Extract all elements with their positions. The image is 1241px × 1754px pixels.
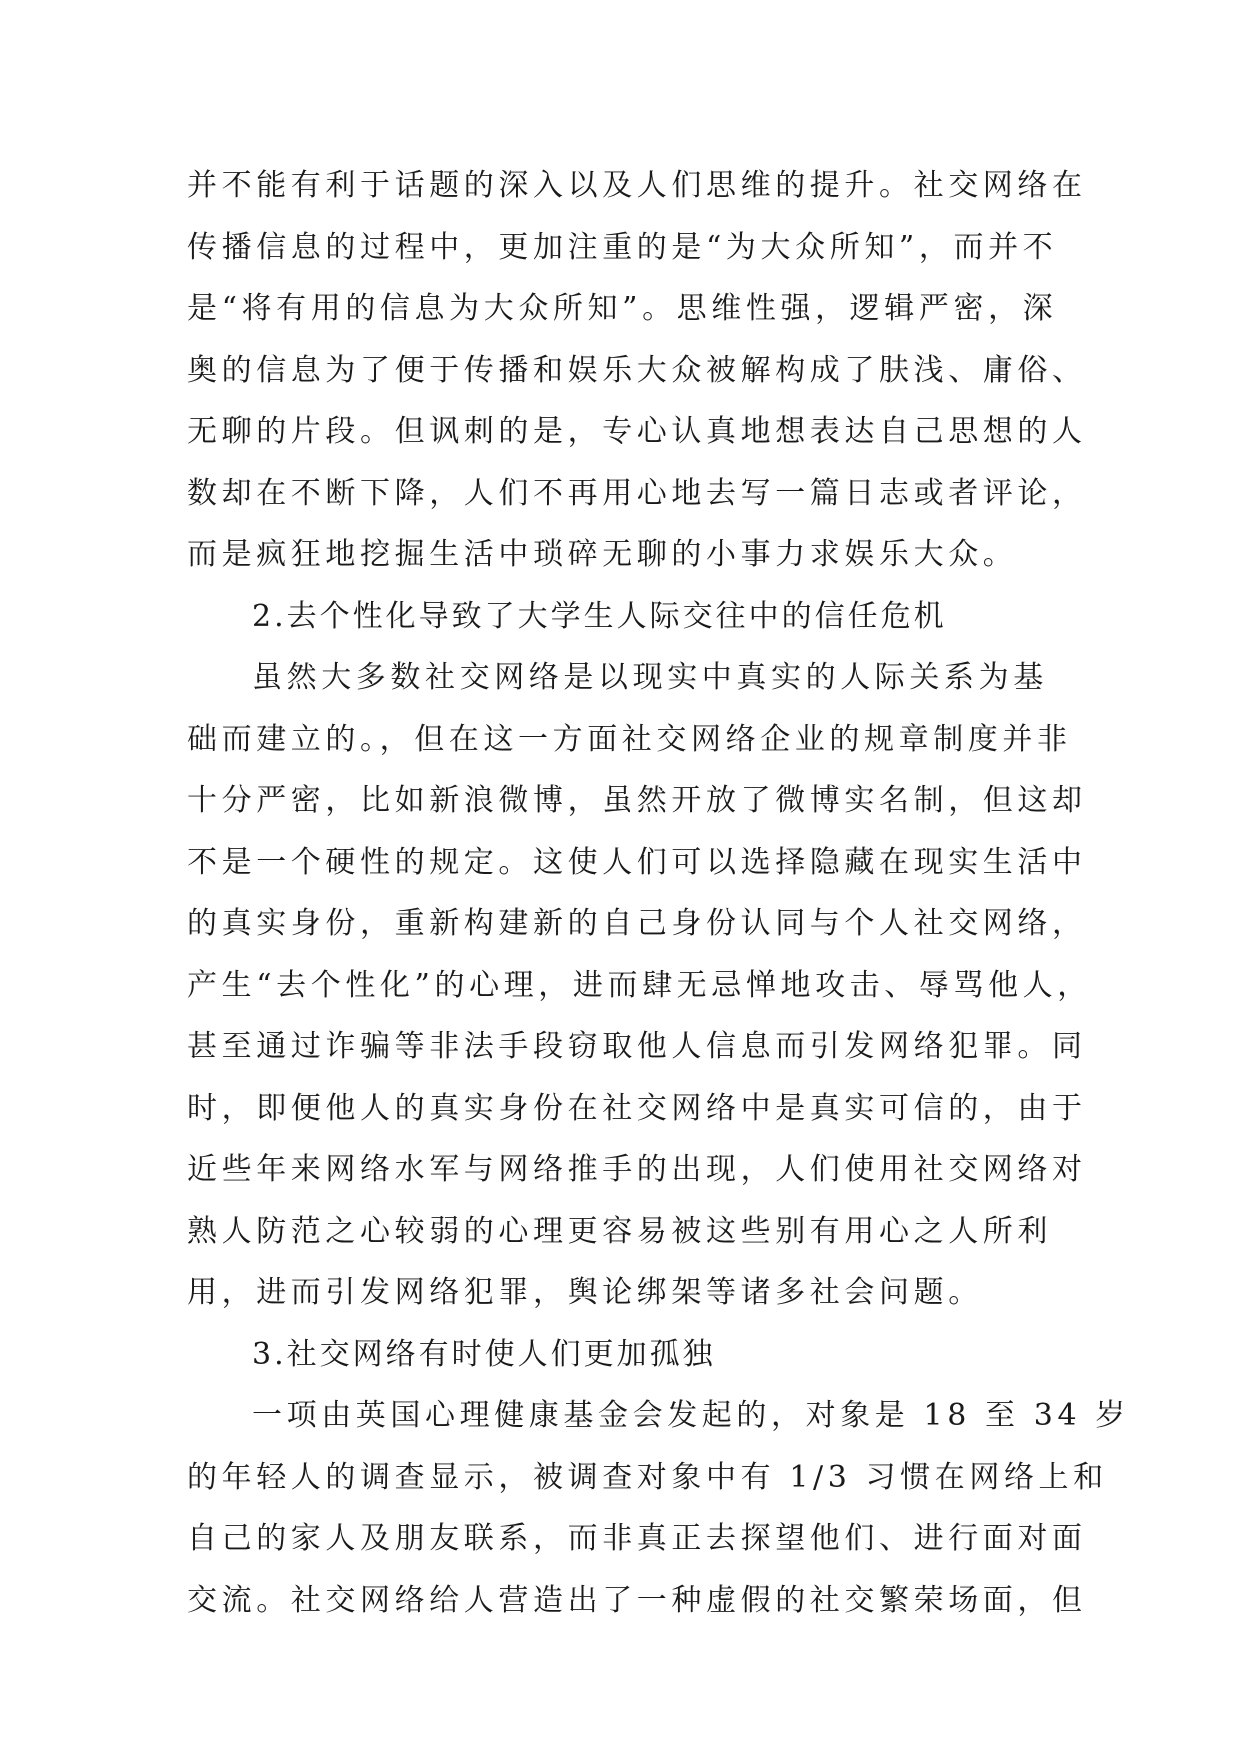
text-line: 虽然大多数社交网络是以现实中真实的人际关系为基 <box>252 660 1048 695</box>
text-line: 不是一个硬性的规定。这使人们可以选择隐藏在现实生活中 <box>187 844 1087 880</box>
text-line: 础而建立的。，但在这一方面社交网络企业的规章制度并非 <box>187 721 1072 757</box>
text-line: 的真实身份，重新构建新的自己身份认同与个人社交网络， <box>187 906 1087 941</box>
text-line: 一项由英国心理健康基金会发起的，对象是 18 至 34 岁 <box>252 1398 1130 1433</box>
text-line: 熟人防范之心较弱的心理更容易被这些别有用心之人所利 <box>187 1213 1052 1249</box>
text-line: 数却在不断下降，人们不再用心地去写一篇日志或者评论， <box>187 475 1087 511</box>
text-line: 用，进而引发网络犯罪，舆论绑架等诸多社会问题。 <box>187 1275 983 1310</box>
text-line: 传播信息的过程中，更加注重的是“为大众所知”，而并不 <box>187 229 1058 265</box>
text-line: 交流。社交网络给人营造出了一种虚假的社交繁荣场面，但 <box>187 1582 1087 1618</box>
text-line: 十分严密，比如新浪微博，虽然开放了微博实名制，但这却 <box>187 783 1087 818</box>
body-text <box>187 155 1130 1631</box>
text-line: 无聊的片段。但讽刺的是，专心认真地想表达自己思想的人 <box>187 414 1087 449</box>
text-line: 是“将有用的信息为大众所知”。思维性强，逻辑严密，深 <box>187 291 1058 326</box>
text-line: 而是疯狂地挖掘生活中琐碎无聊的小事力求娱乐大众。 <box>187 537 1018 572</box>
text-line: 甚至通过诈骗等非法手段窃取他人信息而引发网络犯罪。同 <box>187 1029 1087 1064</box>
text-line: 奥的信息为了便于传播和娱乐大众被解构成了肤浅、庸俗、 <box>187 352 1087 388</box>
text-line: 的年轻人的调查显示，被调查对象中有 1/3 习惯在网络上和 <box>187 1459 1108 1495</box>
text-line: 并不能有利于话题的深入以及人们思维的提升。社交网络在 <box>187 168 1087 203</box>
text-line: 时，即便他人的真实身份在社交网络中是真实可信的，由于 <box>187 1090 1087 1126</box>
section-heading: 2.去个性化导致了大学生人际交往中的信任危机 <box>252 598 947 634</box>
text-line: 产生“去个性化”的心理，进而肆无忌惮地攻击、辱骂他人， <box>187 967 1092 1003</box>
text-line: 近些年来网络水军与网络推手的出现，人们使用社交网络对 <box>187 1152 1087 1187</box>
text-line: 自己的家人及朋友联系，而非真正去探望他们、进行面对面 <box>187 1521 1087 1556</box>
section-heading: 3.社交网络有时使人们更加孤独 <box>252 1336 716 1372</box>
